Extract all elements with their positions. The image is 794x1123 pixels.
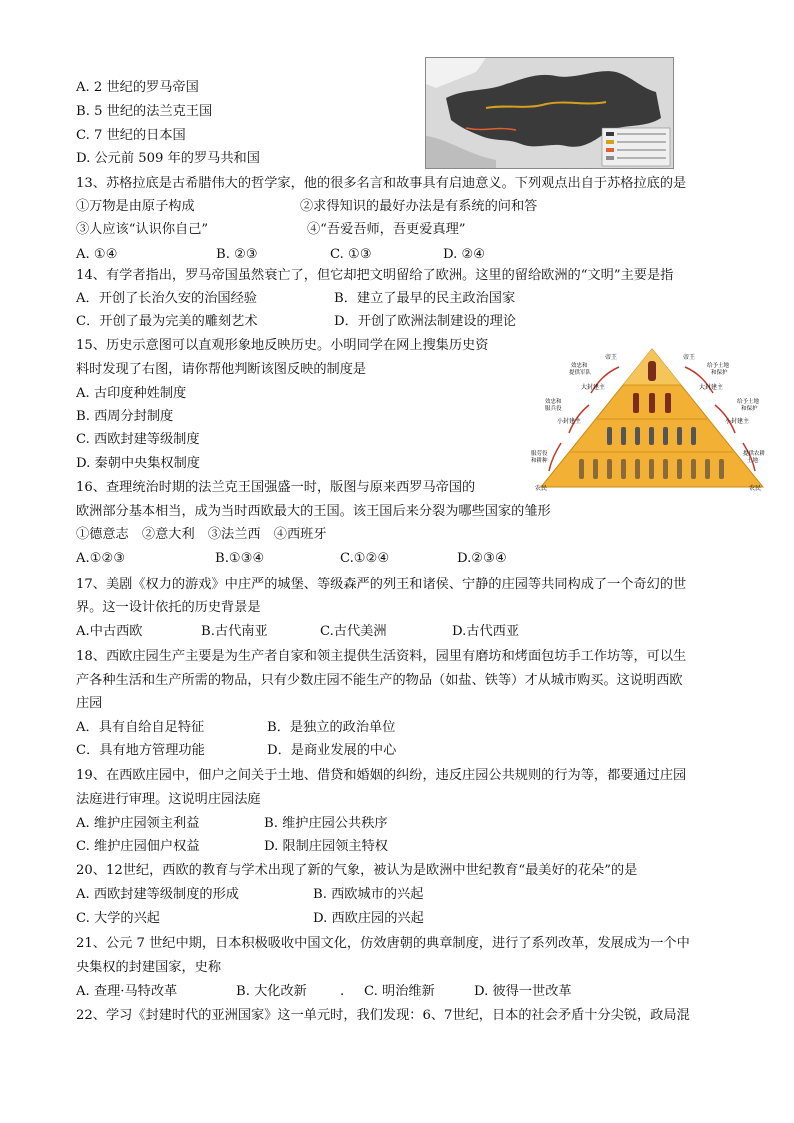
q16-option-c: C.①②④	[340, 551, 390, 566]
q21-stray-dot: .	[340, 984, 345, 999]
pyramid-note-right-1b: 和保护	[711, 370, 728, 376]
q15-option-d: D. 秦朝中央集权制度	[76, 456, 200, 471]
q19-stem-line1: 19、在西欧庄园中，佃户之间关于土地、借贷和婚姻的纠纷，违反庄园公共规则的行为等，都要通过庄园	[76, 768, 687, 783]
q15-option-c: C. 西欧封建等级制度	[76, 432, 200, 447]
q21-option-c: C. 明治维新	[364, 984, 435, 999]
q13-statement-3: ③人应该“认识你自己”	[76, 222, 209, 237]
pyramid-note-right-3b: 土地	[747, 458, 759, 464]
pyramid-label-lord-left: 大封建主	[581, 384, 606, 391]
q19-option-d: D. 限制庄园领主特权	[264, 839, 388, 854]
q21-option-d: D. 彼得一世改革	[474, 984, 572, 999]
q15-stem-line2: 料时发现了右图，请你帮他判断该图反映的制度是	[76, 362, 367, 377]
pyramid-note-left-2: 效忠和	[545, 399, 562, 405]
pyramid-note-left-1: 效忠和	[571, 363, 588, 369]
q13-option-d: D. ②④	[443, 247, 486, 262]
q17-option-d: D.古代西亚	[452, 624, 520, 639]
pyramid-note-right-3: 提供农耕	[743, 451, 766, 457]
q20-stem: 20、12世纪，西欧的教育与学术出现了新的气象，被认为是欧洲中世纪教育“最美好的花朵”的是	[76, 863, 638, 878]
q19-option-b: B. 维护庄园公共秩序	[264, 816, 388, 831]
q18-option-a: A．具有自给自足特征	[76, 720, 205, 735]
q15-option-b: B. 西周分封制度	[76, 409, 174, 424]
q12-option-d: D. 公元前 509 年的罗马共和国	[76, 151, 260, 166]
q17-option-b: B.古代南亚	[201, 624, 268, 639]
q20-option-c: C. 大学的兴起	[76, 911, 160, 926]
q14-option-c: C．开创了最为完美的雕刻艺术	[76, 314, 258, 329]
q12-option-a: A. 2 世纪的罗马帝国	[76, 80, 199, 95]
q13-option-b: B. ②③	[216, 247, 258, 262]
q14-stem: 14、有学者指出，罗马帝国虽然衰亡了，但它却把文明留给了欧洲。这里的留给欧洲的“文明”主要是指	[76, 268, 674, 283]
historical-map	[425, 57, 674, 169]
feudal-pyramid-diagram	[531, 347, 773, 492]
q16-option-a: A.①②③	[76, 551, 126, 566]
q14-option-d: D．开创了欧洲法制建设的理论	[334, 314, 517, 329]
q21-option-a: A. 查理·马特改革	[76, 984, 178, 999]
pyramid-note-left-3b: 和耕种	[531, 458, 548, 464]
q16-items: ①德意志 ②意大利 ③法兰西 ④西班牙	[76, 527, 327, 542]
q18-stem-line1: 18、西欧庄园生产主要是为生产者自家和领主提供生活资料，园里有磨坊和烤面包坊手工作坊等，可以生	[76, 649, 687, 664]
q20-option-d: D. 西欧庄园的兴起	[313, 911, 424, 926]
q15-stem-line1: 15、历史示意图可以直观形象地反映历史。小明同学在网上搜集历史资	[76, 338, 489, 353]
pyramid-note-right-2: 给予土地	[737, 399, 760, 405]
q19-option-a: A. 维护庄园领主利益	[76, 816, 200, 831]
pyramid-label-vassal-right: 小封建主	[725, 418, 750, 425]
q21-stem-line2: 央集权的封建国家，史称	[76, 960, 222, 975]
q15-option-a: A. 古印度种姓制度	[76, 386, 187, 401]
pyramid-note-right-2b: 和保护	[741, 406, 758, 412]
q18-option-d: D．是商业发展的中心	[267, 743, 397, 758]
q16-stem-line1: 16、查理统治时期的法兰克王国强盛一时，版图与原来西罗马帝国的	[76, 480, 476, 495]
q18-stem-line3: 庄园	[76, 696, 103, 711]
q17-stem-line1: 17、美剧《权力的游戏》中庄严的城堡、等级森严的列王和诸侯、宁静的庄园等共同构成了一个奇幻的世	[76, 577, 687, 592]
pyramid-label-farmer-right: 农民	[749, 485, 762, 492]
q13-option-c: C. ①③	[330, 247, 372, 262]
q14-option-a: A．开创了长治久安的治国经验	[76, 291, 257, 306]
pyramid-note-right-1: 给予土地	[707, 363, 730, 369]
q13-option-a: A. ①④	[76, 247, 118, 262]
q13-statement-4: ④“吾爱吾师，吾更爱真理”	[307, 222, 466, 237]
pyramid-label-vassal-left: 小封建主	[557, 418, 582, 425]
q19-stem-line2: 法庭进行审理。这说明庄园法庭	[76, 792, 261, 807]
q20-option-b: B. 西欧城市的兴起	[313, 887, 424, 902]
q13-statement-1: ①万物是由原子构成	[76, 199, 195, 214]
q17-stem-line2: 界。这一设计依托的历史背景是	[76, 600, 261, 615]
q21-option-b: B. 大化改新	[236, 984, 307, 999]
q13-statement-2: ②求得知识的最好办法是有系统的问和答	[300, 199, 538, 214]
pyramid-label-farmer-left: 农民	[535, 485, 548, 492]
q16-option-d: D.②③④	[457, 551, 507, 566]
q22-stem: 22、学习《封建时代的亚洲国家》这一单元时，我们发现：6、7世纪，日本的社会矛盾十分尖锐，政局混	[76, 1008, 690, 1023]
pyramid-label-king-right: 帝王	[683, 354, 696, 361]
q17-option-c: C.古代美洲	[320, 624, 387, 639]
q12-option-b: B. 5 世纪的法兰克王国	[76, 104, 213, 119]
pyramid-note-left-1b: 提供军队	[569, 370, 592, 376]
q18-option-c: C．具有地方管理功能	[76, 743, 205, 758]
pyramid-note-left-2b: 服兵役	[545, 406, 562, 412]
q13-stem: 13、苏格拉底是古希腊伟大的哲学家，他的很多名言和故事具有启迪意义。下列观点出自于苏格拉底的是	[76, 176, 687, 191]
q14-option-b: B．建立了最早的民主政治国家	[334, 291, 516, 306]
q12-option-c: C. 7 世纪的日本国	[76, 128, 186, 143]
q20-option-a: A. 西欧封建等级制度的形成	[76, 887, 239, 902]
q21-stem-line1: 21、公元 7 世纪中期，日本积极吸收中国文化，仿效唐朝的典章制度，进行了系列改革，发展成为一个中	[76, 936, 690, 951]
pyramid-note-left-3: 服劳役	[531, 451, 548, 457]
q16-stem-line2: 欧洲部分基本相当，成为当时西欧最大的王国。该王国后来分裂为哪些国家的雏形	[76, 504, 551, 519]
pyramid-label-king-left: 帝王	[605, 354, 618, 361]
q18-option-b: B．是独立的政治单位	[267, 720, 396, 735]
q16-option-b: B.①③④	[215, 551, 265, 566]
q17-option-a: A.中古西欧	[76, 624, 143, 639]
q18-stem-line2: 产各种生活和生产所需的物品，只有少数庄园不能生产的物品（如盐、铁等）才从城市购买。这说明西欧	[76, 673, 683, 688]
q19-option-c: C. 维护庄园佃户权益	[76, 839, 200, 854]
pyramid-label-lord-right: 大封建主	[699, 384, 724, 391]
